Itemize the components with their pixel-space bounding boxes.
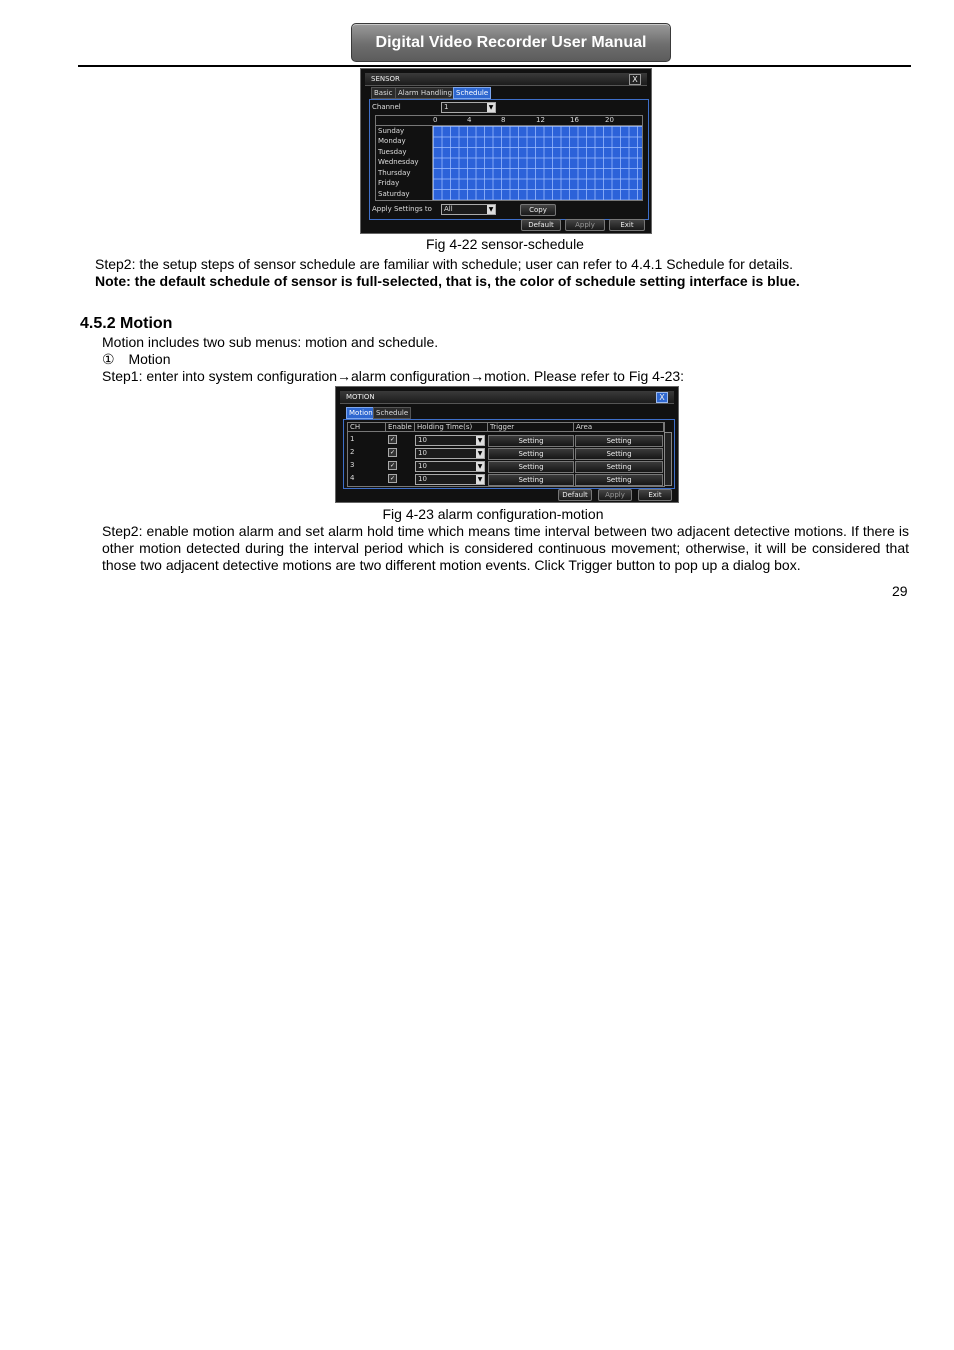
holding-time-value: 10 bbox=[418, 436, 427, 444]
column-header: Enable bbox=[386, 423, 415, 432]
hour-label: 12 bbox=[536, 116, 545, 124]
tab-motion[interactable]: Motion bbox=[346, 407, 376, 419]
motion-window-title: MOTION bbox=[346, 393, 375, 401]
apply-settings-label: Apply Settings to bbox=[372, 205, 432, 213]
trigger-setting-button[interactable]: Setting bbox=[488, 474, 574, 486]
close-icon[interactable]: X bbox=[629, 74, 641, 85]
circled-number-icon: ① bbox=[102, 351, 115, 367]
holding-time-select[interactable] bbox=[415, 474, 485, 485]
day-label: Friday bbox=[378, 179, 400, 187]
page-number: 29 bbox=[892, 583, 908, 599]
day-label: Monday bbox=[378, 137, 406, 145]
trigger-setting-button[interactable]: Setting bbox=[488, 461, 574, 473]
sensor-window bbox=[360, 68, 652, 234]
holding-time-select[interactable] bbox=[415, 435, 485, 446]
area-setting-button[interactable]: Setting bbox=[575, 461, 663, 473]
enable-checkbox[interactable]: ✓ bbox=[389, 436, 396, 443]
channel-value: 1 bbox=[444, 103, 449, 111]
schedule-grid[interactable] bbox=[375, 115, 643, 201]
table-cell-ch: 4 bbox=[350, 474, 355, 482]
step2-sensor-text: Step2: the setup steps of sensor schedule are familiar with schedule; user can refer to 4.4.1 Schedule for details. bbox=[95, 256, 794, 272]
manual-title: Digital Video Recorder User Manual bbox=[375, 34, 647, 51]
apply-settings-select[interactable] bbox=[441, 204, 496, 215]
list-item-motion bbox=[102, 351, 170, 368]
apply-button[interactable]: Apply bbox=[598, 489, 632, 501]
exit-button[interactable]: Exit bbox=[638, 489, 672, 501]
step1-text: Step1: enter into system configuration→alarm configuration→motion. Please refer to Fig 4-23: bbox=[102, 368, 685, 384]
note-text: Note: the default schedule of sensor is full-selected, that is, the color of schedule setting interface is blue. bbox=[95, 273, 800, 289]
section-heading: 4.5.2 Motion bbox=[80, 315, 173, 332]
default-button[interactable]: Default bbox=[558, 489, 592, 501]
chevron-down-icon: ▼ bbox=[477, 463, 483, 470]
table-cell-ch: 2 bbox=[350, 448, 355, 456]
step2-motion-text: Step2: enable motion alarm and set alarm hold time which means time interval between two adjacent detective motions. If there is other motion detected during the interval period which is considered continuous movement; otherwise, it will be considered that those two adjacent detective motions are two different motion events. Click Trigger button to pop up a dialog box. bbox=[102, 523, 909, 573]
chevron-down-icon: ▼ bbox=[477, 450, 483, 457]
enable-checkbox[interactable]: ✓ bbox=[389, 475, 396, 482]
chevron-down-icon: ▼ bbox=[488, 206, 494, 213]
apply-settings-value: All bbox=[444, 205, 453, 213]
trigger-setting-button[interactable]: Setting bbox=[488, 435, 574, 447]
holding-time-value: 10 bbox=[418, 462, 427, 470]
table-cell-ch: 1 bbox=[350, 435, 355, 443]
enable-checkbox[interactable]: ✓ bbox=[389, 462, 396, 469]
motion-titlebar bbox=[340, 391, 674, 404]
area-setting-button[interactable]: Setting bbox=[575, 435, 663, 447]
day-label: Saturday bbox=[378, 190, 410, 198]
hour-label: 20 bbox=[605, 116, 614, 124]
column-header: Trigger bbox=[488, 423, 574, 432]
exit-button[interactable]: Exit bbox=[609, 219, 645, 231]
figure-caption: Fig 4-22 sensor-schedule bbox=[426, 236, 584, 252]
sensor-window-title: SENSOR bbox=[371, 75, 400, 83]
hour-label: 8 bbox=[501, 116, 506, 124]
column-header: Area bbox=[574, 423, 664, 432]
manual-title-badge bbox=[351, 23, 671, 62]
day-column bbox=[376, 126, 433, 200]
list-item-label: Motion bbox=[128, 351, 171, 367]
day-label: Wednesday bbox=[378, 158, 419, 166]
schedule-cells[interactable] bbox=[433, 126, 642, 200]
hour-label: 4 bbox=[467, 116, 472, 124]
schedule-panel bbox=[369, 99, 649, 220]
sensor-titlebar bbox=[365, 73, 647, 86]
day-label: Thursday bbox=[378, 169, 411, 177]
holding-time-select[interactable] bbox=[415, 461, 485, 472]
hour-header bbox=[376, 116, 642, 126]
area-setting-button[interactable]: Setting bbox=[575, 448, 663, 460]
table-scrollbar[interactable] bbox=[664, 432, 672, 486]
column-header: Holding Time(s) bbox=[415, 423, 488, 432]
header-rule bbox=[78, 65, 911, 67]
channel-select[interactable] bbox=[441, 102, 496, 113]
motion-table bbox=[347, 422, 665, 487]
tab-schedule[interactable]: Schedule bbox=[373, 407, 411, 419]
holding-time-value: 10 bbox=[418, 475, 427, 483]
enable-checkbox[interactable]: ✓ bbox=[389, 449, 396, 456]
close-icon[interactable]: X bbox=[656, 392, 668, 403]
motion-window bbox=[335, 386, 679, 503]
day-label: Sunday bbox=[378, 127, 405, 135]
hour-label: 0 bbox=[433, 116, 438, 124]
copy-button[interactable]: Copy bbox=[520, 204, 556, 216]
chevron-down-icon: ▼ bbox=[488, 104, 494, 111]
column-header: CH bbox=[348, 423, 386, 432]
section-intro: Motion includes two sub menus: motion and schedule. bbox=[102, 334, 439, 350]
hour-label: 16 bbox=[570, 116, 579, 124]
holding-time-select[interactable] bbox=[415, 448, 485, 459]
tab-basic[interactable]: Basic bbox=[371, 87, 396, 99]
apply-button[interactable]: Apply bbox=[565, 219, 605, 231]
motion-panel bbox=[343, 419, 675, 489]
trigger-setting-button[interactable]: Setting bbox=[488, 448, 574, 460]
figure-caption: Fig 4-23 alarm configuration-motion bbox=[382, 506, 604, 522]
tab-alarm-handling[interactable]: Alarm Handling bbox=[395, 87, 455, 99]
table-cell-ch: 3 bbox=[350, 461, 355, 469]
day-label: Tuesday bbox=[378, 148, 407, 156]
channel-label: Channel bbox=[372, 103, 401, 111]
tab-schedule[interactable]: Schedule bbox=[453, 87, 491, 99]
chevron-down-icon: ▼ bbox=[477, 437, 483, 444]
default-button[interactable]: Default bbox=[521, 219, 561, 231]
area-setting-button[interactable]: Setting bbox=[575, 474, 663, 486]
chevron-down-icon: ▼ bbox=[477, 476, 483, 483]
holding-time-value: 10 bbox=[418, 449, 427, 457]
